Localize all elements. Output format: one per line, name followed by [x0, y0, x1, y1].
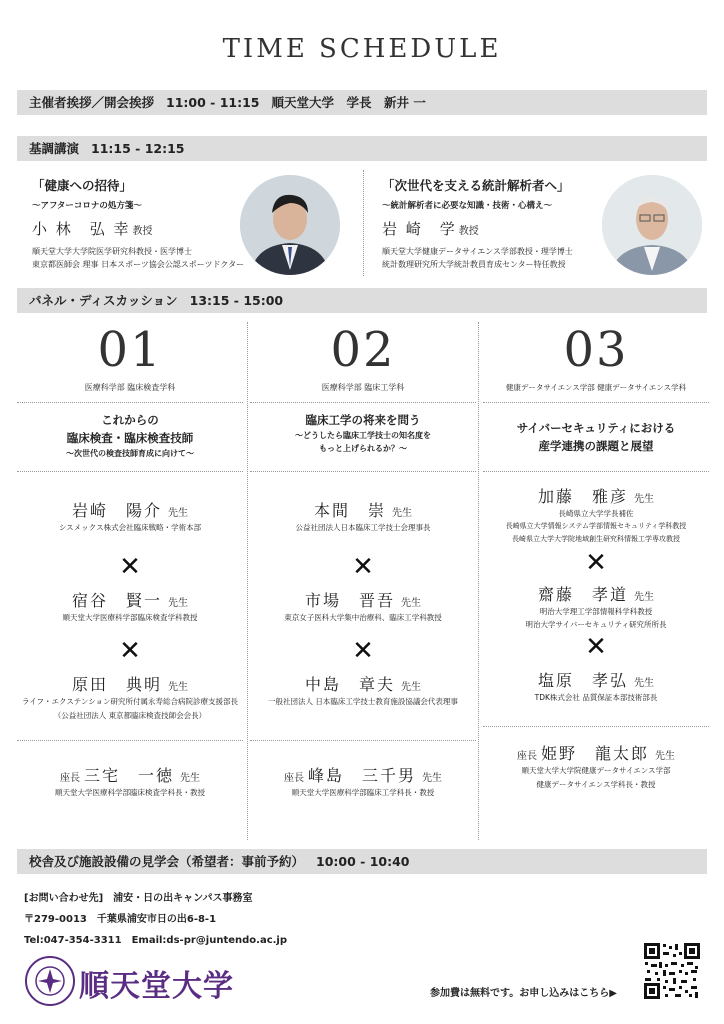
cross-icon: ✕	[352, 636, 374, 666]
keynote-speaker-desc: 順天堂大学大学院医学研究科教授・医学博士 東京都医師会 理事 日本スポーツ協会公認スポーツドクター	[32, 247, 245, 269]
university-seal-icon	[24, 955, 76, 1007]
university-name: 順天堂大学	[79, 969, 234, 1004]
university-logo	[24, 955, 244, 1015]
panel-speaker: 本間 崇 先生 公益社団法人日本臨床工学技士会理事長	[295, 501, 431, 532]
keynote-divider	[363, 170, 364, 276]
panel-speaker: 宿谷 賢一 先生 順天堂大学医療科学部臨床検査学科教授	[62, 591, 198, 622]
panel-speaker: 市場 晋吾 先生 東京女子医科大学集中治療科、臨床工学科教授	[284, 591, 442, 622]
panel-speaker: 塩原 孝弘 先生 TDK株式会社 品質保証本部技術部長	[534, 671, 658, 702]
panel-speaker: 齋藤 孝道 先生 明治大学理工学部情報科学科教授 明治大学サイバーセキュリティ研究所所長	[525, 585, 667, 629]
panel-number: 01	[97, 322, 163, 378]
cross-icon: ✕	[119, 552, 141, 582]
panel-department: 医療科学部 臨床工学科	[321, 383, 405, 392]
speaker-photo	[240, 175, 340, 275]
panel-label: パネル・ディスカッション	[29, 293, 178, 308]
panel-column-01	[17, 322, 243, 800]
panel-chair: 座長 峰島 三千男 先生 順天堂大学医療科学部臨床工学科長・教授	[283, 766, 442, 797]
panel-column-02	[250, 322, 476, 800]
panel-divider	[247, 322, 248, 840]
panel-speaker: 原田 典明 先生 ライフ・エクステンション研究所付属永寿総合病院診療支援部長 （公益社団法人 東京都臨床検査技師会会長）	[21, 675, 239, 720]
panel-divider	[478, 322, 479, 840]
opening-host: 順天堂大学 学長 新井 一	[271, 95, 426, 110]
cross-icon: ✕	[585, 632, 607, 662]
keynote-2	[382, 176, 612, 271]
tour-bar	[17, 849, 707, 874]
panel-chair: 座長 三宅 一徳 先生 順天堂大学医療科学部臨床検査学科長・教授	[55, 766, 205, 797]
keynote-subtitle: 〜アフターコロナの処方箋〜	[32, 201, 142, 211]
cross-icon: ✕	[585, 548, 607, 578]
keynote-label: 基調講演	[29, 141, 80, 156]
keynote-time: 11:15 - 12:15	[91, 141, 185, 156]
contact-tel-email[interactable]: Tel:047-354-3311 Email:ds-pr@juntendo.ac.jp	[24, 935, 288, 946]
panel-number: 02	[330, 322, 396, 378]
free-admission-note[interactable]: 参加費は無料です。お申し込みはこちら▶	[430, 988, 617, 999]
panel-bar	[17, 288, 707, 313]
contact-info	[24, 888, 287, 951]
tour-time: 10:00 - 10:40	[316, 854, 410, 869]
keynote-speaker-name: 小 林 弘 幸 教授	[32, 220, 153, 238]
opening-bar	[17, 90, 707, 115]
keynote-bar	[17, 136, 707, 161]
panel-column-03	[483, 322, 709, 792]
keynote-1	[32, 176, 262, 271]
qr-code-icon[interactable]	[643, 942, 701, 1000]
panel-department: 健康データサイエンス学部 健康データサイエンス学科	[505, 383, 687, 392]
speaker-photo	[602, 175, 702, 275]
panel-speaker: 岩崎 陽介 先生 シスメックス株式会社臨床戦略・学術本部	[58, 501, 202, 532]
cross-icon: ✕	[352, 552, 374, 582]
contact-office: [お問い合わせ先] 浦安・日の出キャンパス事務室	[24, 893, 253, 904]
page-title: TIME SCHEDULE	[222, 34, 502, 64]
panel-time: 13:15 - 15:00	[189, 293, 284, 308]
panel-speaker: 加藤 雅彦 先生 長崎県立大学学長補佐 長崎県立大学情報システム学部情報セキュリティ学科教授 長崎県立大学大学院地域創生研究科情報工学専攻教授	[505, 487, 687, 543]
panel-topic: 臨床工学の将来を問う 〜どうしたら臨床工学技士の知名度を もっと上げられるか？〜	[295, 413, 431, 453]
panel-topic: サイバーセキュリティにおける 産学連携の課題と展望	[516, 421, 676, 453]
panel-speaker: 中島 章夫 先生 一般社団法人 日本臨床工学技士教育施設協議会代表理事	[268, 675, 458, 706]
opening-label: 主催者挨拶／開会挨拶	[29, 95, 155, 110]
cross-icon: ✕	[119, 636, 141, 666]
keynote-speaker-name: 岩 崎 学 教授	[382, 220, 479, 238]
panel-chair: 座長 姫野 龍太郎 先生 順天堂大学大学院健康データサイエンス学部 健康データサイエンス学科長・教授	[516, 744, 675, 789]
keynote-speaker-desc: 順天堂大学健康データサイエンス学部教授・理学博士 統計数理研究所大学統計教員育成センター特任教授	[382, 247, 573, 269]
panel-number: 03	[563, 322, 629, 378]
contact-address: 〒279-0013 千葉県浦安市日の出6-8-1	[24, 914, 217, 925]
keynote-subtitle: 〜統計解析者に必要な知識・技術・心構え〜	[382, 201, 553, 211]
panel-topic: これからの 臨床検査・臨床検査技師 〜次世代の検査技師育成に向けて〜	[66, 413, 194, 458]
tour-label: 校舎及び施設設備の見学会（希望者：事前予約）	[29, 854, 305, 869]
opening-time: 11:00 - 11:15	[166, 95, 260, 110]
keynote-title: 「次世代を支える統計解析者へ」	[382, 178, 570, 193]
panel-department: 医療科学部 臨床検査学科	[84, 383, 176, 392]
keynote-title: 「健康への招待」	[32, 178, 133, 193]
